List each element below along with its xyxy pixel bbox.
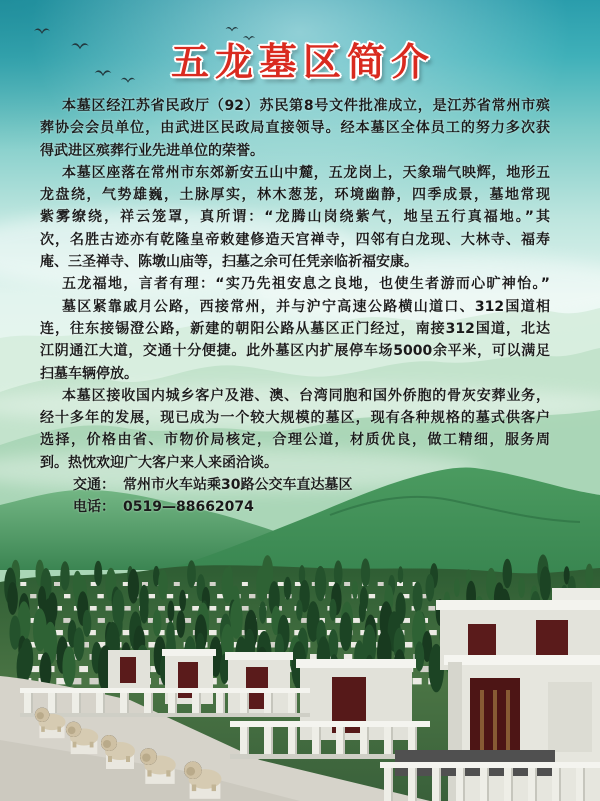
text-line: 选择，价格由省、市物价局核定，合理公道，材质优良，做工精细，服务周	[40, 432, 550, 449]
paragraph-location	[40, 162, 550, 273]
tombstone	[378, 582, 384, 586]
cypress-tree	[259, 601, 266, 623]
tomb-cap	[162, 649, 216, 656]
cypress-tree	[187, 560, 196, 588]
stone-balustrade	[380, 762, 600, 801]
tomb-cap	[436, 600, 600, 610]
tombstone	[63, 618, 70, 623]
balustrade-bottom-rail	[20, 713, 310, 717]
cypress-tree	[426, 574, 435, 602]
tombstone	[149, 594, 155, 598]
paragraph-services	[40, 385, 550, 474]
cypress-tree	[176, 610, 185, 638]
text-line: 连，往东接锡澄公路，新建的朝阳公路从墓区正门经过，南接312国道，北达	[40, 320, 550, 337]
cypress-tree	[296, 600, 303, 621]
tombstone	[404, 642, 412, 648]
cypress-tree	[140, 596, 149, 623]
text-line: 庵、三圣禅寺、陈墩山庙等，扫墓之余可任凭亲临祈福安康。	[40, 254, 418, 271]
tombstone	[249, 594, 255, 598]
tombstone	[54, 582, 60, 586]
tombstone	[98, 618, 105, 623]
tomb-plaque	[120, 657, 136, 683]
tombstone	[344, 582, 350, 586]
tombstone	[278, 582, 284, 586]
cypress-tree	[62, 646, 75, 687]
cypress-tree	[179, 590, 186, 611]
tomb-panel	[548, 682, 592, 752]
tombstone	[210, 582, 216, 586]
cypress-tree	[415, 641, 425, 671]
tombstone	[369, 594, 375, 598]
cypress-tree	[158, 570, 168, 600]
cypress-tree	[361, 558, 370, 587]
plaque-inscription	[493, 690, 497, 752]
cypress-tree	[340, 612, 352, 651]
tombstone	[124, 606, 131, 611]
cypress-tree	[284, 577, 291, 600]
text-line: 到。热忱欢迎广大客户来人来函洽谈。	[40, 454, 278, 471]
tombstone	[30, 594, 36, 598]
tombstone	[90, 678, 99, 684]
cypress-tree	[315, 566, 326, 601]
tombstone	[106, 606, 113, 611]
balustrade-posts	[20, 690, 310, 716]
cypress-tree	[83, 610, 92, 637]
tombstone	[167, 594, 173, 598]
cypress-tree	[74, 627, 85, 661]
tombstone	[344, 654, 352, 660]
stone-balustrade	[20, 688, 310, 717]
tombstone	[79, 666, 88, 672]
cypress-tree	[454, 579, 460, 597]
paragraph-approval	[40, 95, 550, 162]
tombstone	[20, 582, 26, 586]
text-line: 紫雾缭绕，祥云笼罩，真所谓：“龙腾山岗绕紫气，地呈五行真福地。”其	[40, 209, 550, 226]
text-line: 本墓区接收国内城乡客户及港、澳、台湾同胞和国外侨胞的骨灰安葬业务，	[62, 387, 550, 404]
tombstone	[210, 606, 217, 611]
transport-route: 常州市火车站乘30路公交车直达墓区	[123, 477, 353, 494]
cypress-tree	[359, 600, 366, 622]
intro-text	[40, 95, 550, 519]
tombstone	[242, 606, 249, 611]
tombstone	[192, 606, 199, 611]
text-line: 江阴通江大道，交通十分便捷。此外墓区内扩展停车场5000余平米，可以满足	[40, 343, 550, 360]
balustrade-posts	[380, 765, 600, 801]
phone-info	[40, 496, 550, 518]
phone-number: 0519—88662074	[123, 499, 254, 516]
cypress-tree	[352, 581, 358, 600]
text-line: 经十多年的发展，现已成为一个较大规模的墓区，现有各种规格的墓式供客户	[40, 410, 550, 427]
tombstone	[64, 594, 70, 598]
cypress-tree	[60, 561, 69, 590]
text-line: 五龙福地，言者有理：“实乃先祖安息之良地，也使生者游而心旷神怡。”	[62, 276, 550, 293]
cypress-tree	[128, 569, 139, 604]
tombstone	[158, 606, 165, 611]
cypress-tree	[585, 564, 593, 589]
cypress-tree	[168, 601, 175, 622]
tomb-cap	[444, 655, 600, 665]
text-line: 次，名胜古迹亦有乾隆皇帝敕建修造天宫禅寺，四邻有白龙现、大林寺、福寿	[40, 231, 550, 248]
balustrade-top-rail	[20, 688, 310, 693]
tombstone	[174, 582, 180, 586]
text-line: 本墓区座落在常州市东郊新安五山中麓，五龙岗上，天象瑞气映辉，地形五	[62, 164, 550, 181]
transport-label: 交通：	[73, 477, 115, 494]
cypress-tree	[153, 609, 162, 636]
cypress-tree	[256, 566, 267, 601]
cypress-tree	[94, 561, 102, 586]
tombstone	[242, 582, 248, 586]
transport-info	[40, 474, 550, 496]
poster-title: 五龙墓区简介	[170, 39, 435, 84]
text-line: 墓区紧靠戚月公路，西接常州，并与沪宁高速公路横山道口、312国道相	[62, 298, 550, 315]
text-line: 本墓区经江苏省民政厅（92）苏民第8号文件批准成立，是江苏省常州市殡	[62, 98, 550, 114]
text-line: 葬协会会员单位，由武进区民政局直接领导。经本墓区全体员工的努力多次获	[40, 120, 550, 137]
balustrade-top-rail	[380, 762, 600, 768]
text-line: 得武进区殡葬行业先进单位的荣誉。	[40, 142, 264, 159]
tombstone	[429, 630, 437, 635]
plaque-inscription	[480, 690, 484, 752]
cypress-tree	[518, 577, 525, 598]
tombstone	[97, 594, 103, 598]
tombstone	[413, 678, 422, 684]
cypress-tree	[7, 582, 18, 615]
text-line: 扫墓车辆停放。	[40, 365, 138, 382]
cypress-tree	[540, 566, 551, 601]
cypress-tree	[398, 566, 403, 583]
text-line: 龙盘绕，气势雄巍，土脉厚实，林木葱茏，环境幽静，四季成景，墓地常现	[40, 187, 550, 204]
plaque-inscription	[506, 690, 510, 752]
cypress-tree	[503, 559, 512, 588]
tomb-cap	[225, 652, 293, 660]
tombstone	[90, 606, 97, 611]
balustrade-top-rail	[230, 721, 430, 727]
tombstone	[209, 630, 217, 635]
tombstone	[353, 618, 360, 623]
tombstone	[428, 606, 435, 611]
tombstone	[123, 630, 131, 635]
cypress-tree	[329, 599, 336, 621]
tomb-cap	[296, 659, 416, 668]
cypress-tree	[413, 582, 423, 613]
phone-label: 电话：	[73, 499, 115, 516]
paragraph-transport-access	[40, 296, 550, 385]
paragraph-blessed-land	[40, 273, 550, 295]
